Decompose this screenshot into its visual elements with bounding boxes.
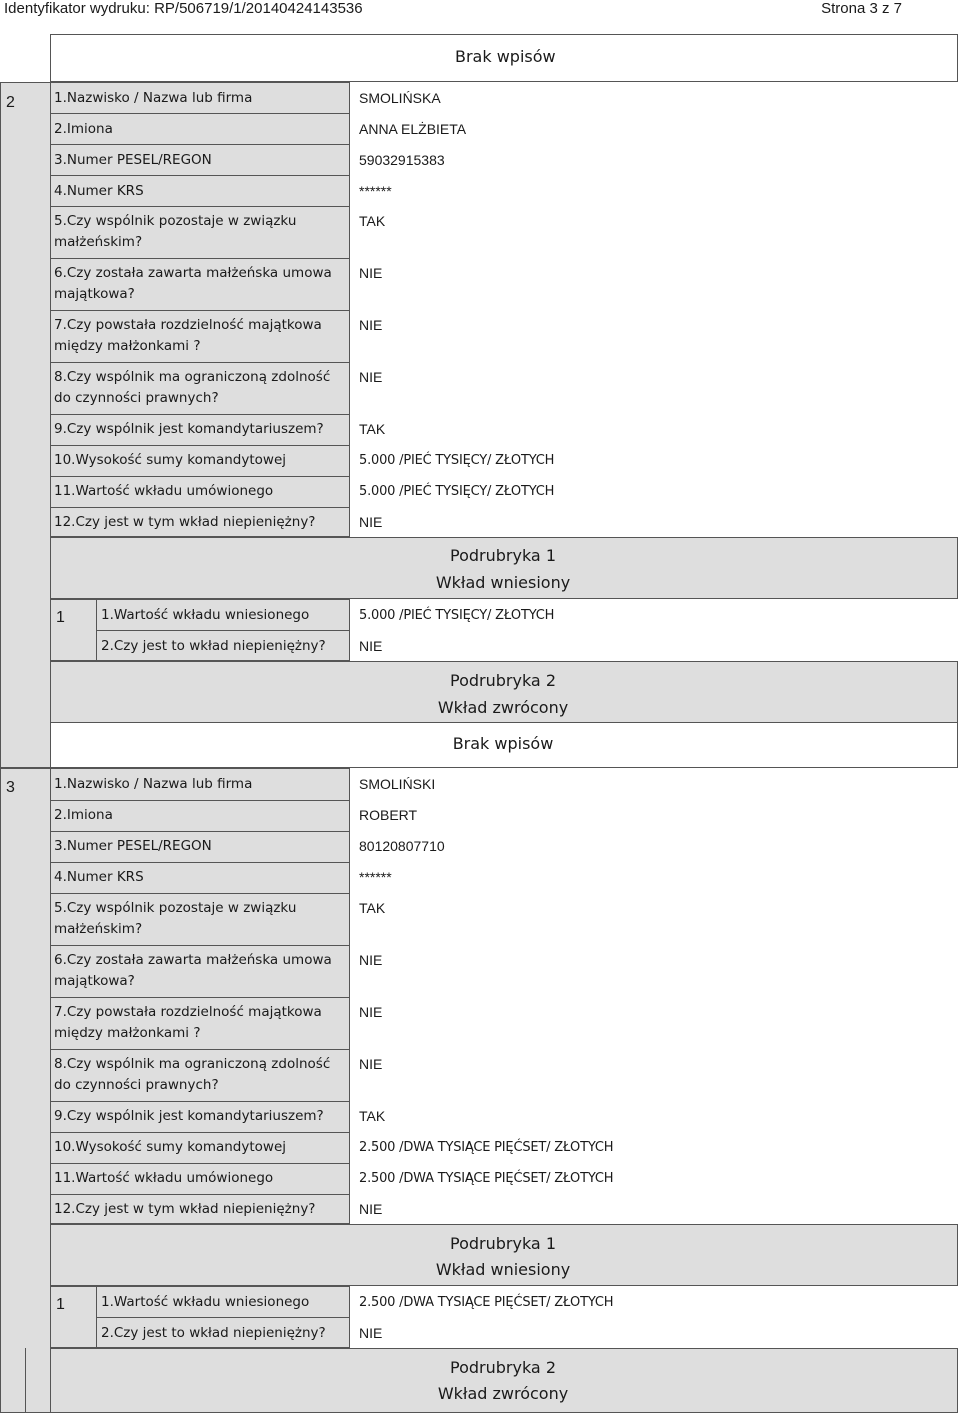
entry-2-sub1-subtitle: Wkład wniesiony — [435, 573, 571, 592]
field-value: TAK — [359, 1108, 386, 1124]
field-label: 2.Imiona — [54, 121, 113, 137]
field-label: 5.Czy wspólnik pozostaje w związku małżeńskim? — [54, 900, 297, 937]
field-label: 6.Czy została zawarta małżeńska umowa majątkowa? — [54, 265, 332, 302]
entry-2-sub2-no-entries: Brak wpisów — [452, 734, 554, 753]
field-label: 3.Numer PESEL/REGON — [54, 838, 212, 854]
field-value: 5.000 /PIEĆ TYSIĘCY/ ZŁOTYCH — [359, 608, 555, 623]
entry-3-number-column — [0, 768, 51, 1413]
field-label: 4.Numer KRS — [54, 183, 144, 199]
field-label: 9.Czy wspólnik jest komandytariuszem? — [54, 421, 324, 437]
field-label: 6.Czy została zawarta małżeńska umowa majątkowa? — [54, 952, 332, 989]
field-value: NIE — [359, 265, 383, 281]
page-number: Strona 3 z 7 — [821, 0, 902, 17]
field-value: ****** — [359, 183, 392, 199]
field-label: 11.Wartość wkładu umówionego — [54, 1170, 274, 1186]
field-value: 59032915383 — [359, 152, 445, 168]
field-value: 2.500 /DWA TYSIĄCE PIĘĆSET/ ZŁOTYCH — [359, 1171, 614, 1186]
entry-3-sub2-title: Podrubryka 2 — [450, 1358, 556, 1377]
field-value: TAK — [359, 213, 386, 229]
entry-3-number: 3 — [6, 779, 15, 796]
field-value: NIE — [359, 1004, 383, 1020]
field-value: NIE — [359, 638, 383, 654]
field-label: 8.Czy wspólnik ma ograniczoną zdolność do czynności prawnych? — [54, 1056, 331, 1093]
field-value: NIE — [359, 1325, 383, 1341]
field-label: 2.Imiona — [54, 807, 113, 823]
field-value: ANNA ELŻBIETA — [359, 121, 467, 137]
field-value: 5.000 /PIEĆ TYSIĘCY/ ZŁOTYCH — [359, 484, 555, 499]
entry-3-sub2-subtitle: Wkład zwrócony — [437, 1384, 569, 1403]
field-label: 1.Wartość wkładu wniesionego — [101, 607, 310, 623]
field-label: 12.Czy jest w tym wkład niepieniężny? — [54, 514, 316, 530]
field-value: TAK — [359, 421, 386, 437]
field-label: 10.Wysokość sumy komandytowej — [54, 452, 287, 468]
field-value: NIE — [359, 369, 383, 385]
field-label: 10.Wysokość sumy komandytowej — [54, 1139, 287, 1155]
field-label: 8.Czy wspólnik ma ograniczoną zdolność do czynności prawnych? — [54, 369, 331, 406]
field-label: 1.Nazwisko / Nazwa lub firma — [54, 776, 253, 792]
entry-2-number-column — [0, 82, 51, 768]
entry-3-sub1-title: Podrubryka 1 — [450, 1234, 556, 1253]
field-value: 80120807710 — [359, 838, 445, 854]
field-label: 12.Czy jest w tym wkład niepieniężny? — [54, 1201, 316, 1217]
print-identifier: Identyfikator wydruku: RP/506719/1/20140424143536 — [4, 0, 363, 17]
field-value: 2.500 /DWA TYSIĄCE PIĘĆSET/ ZŁOTYCH — [359, 1295, 614, 1310]
field-value: ROBERT — [359, 807, 418, 823]
field-label: 9.Czy wspólnik jest komandytariuszem? — [54, 1108, 324, 1124]
field-label: 2.Czy jest to wkład niepieniężny? — [101, 638, 326, 654]
field-label: 5.Czy wspólnik pozostaje w związku małżeńskim? — [54, 213, 297, 250]
entry-2-sub2-title: Podrubryka 2 — [450, 671, 556, 690]
field-label: 7.Czy powstała rozdzielność majątkowa między małżonkami ? — [54, 1004, 322, 1041]
entry-3-sub1-subtitle: Wkład wniesiony — [435, 1260, 571, 1279]
field-value: SMOLIŃSKA — [359, 90, 441, 106]
top-no-entries-text: Brak wpisów — [455, 47, 556, 66]
field-value: 5.000 /PIEĆ TYSIĘCY/ ZŁOTYCH — [359, 453, 555, 468]
field-label: 1.Wartość wkładu wniesionego — [101, 1294, 310, 1310]
field-value: 2.500 /DWA TYSIĄCE PIĘĆSET/ ZŁOTYCH — [359, 1140, 614, 1155]
entry-3-sub1-number: 1 — [56, 1296, 65, 1313]
field-value: NIE — [359, 1201, 383, 1217]
field-value: SMOLIŃSKI — [359, 776, 436, 792]
field-value: NIE — [359, 1056, 383, 1072]
entry-2-sub1-title: Podrubryka 1 — [450, 546, 556, 565]
field-value: TAK — [359, 900, 386, 916]
field-label: 7.Czy powstała rozdzielność majątkowa między małżonkami ? — [54, 317, 322, 354]
field-value: ****** — [359, 869, 392, 885]
entry-2-sub1-number: 1 — [56, 609, 65, 626]
entry-2-number: 2 — [6, 94, 15, 111]
field-label: 2.Czy jest to wkład niepieniężny? — [101, 1325, 326, 1341]
field-label: 3.Numer PESEL/REGON — [54, 152, 212, 168]
field-label: 4.Numer KRS — [54, 869, 144, 885]
field-label: 1.Nazwisko / Nazwa lub firma — [54, 90, 253, 106]
field-value: NIE — [359, 514, 383, 530]
field-value: NIE — [359, 317, 383, 333]
field-value: NIE — [359, 952, 383, 968]
field-label: 11.Wartość wkładu umówionego — [54, 483, 274, 499]
entry-2-sub2-subtitle: Wkład zwrócony — [437, 698, 569, 717]
